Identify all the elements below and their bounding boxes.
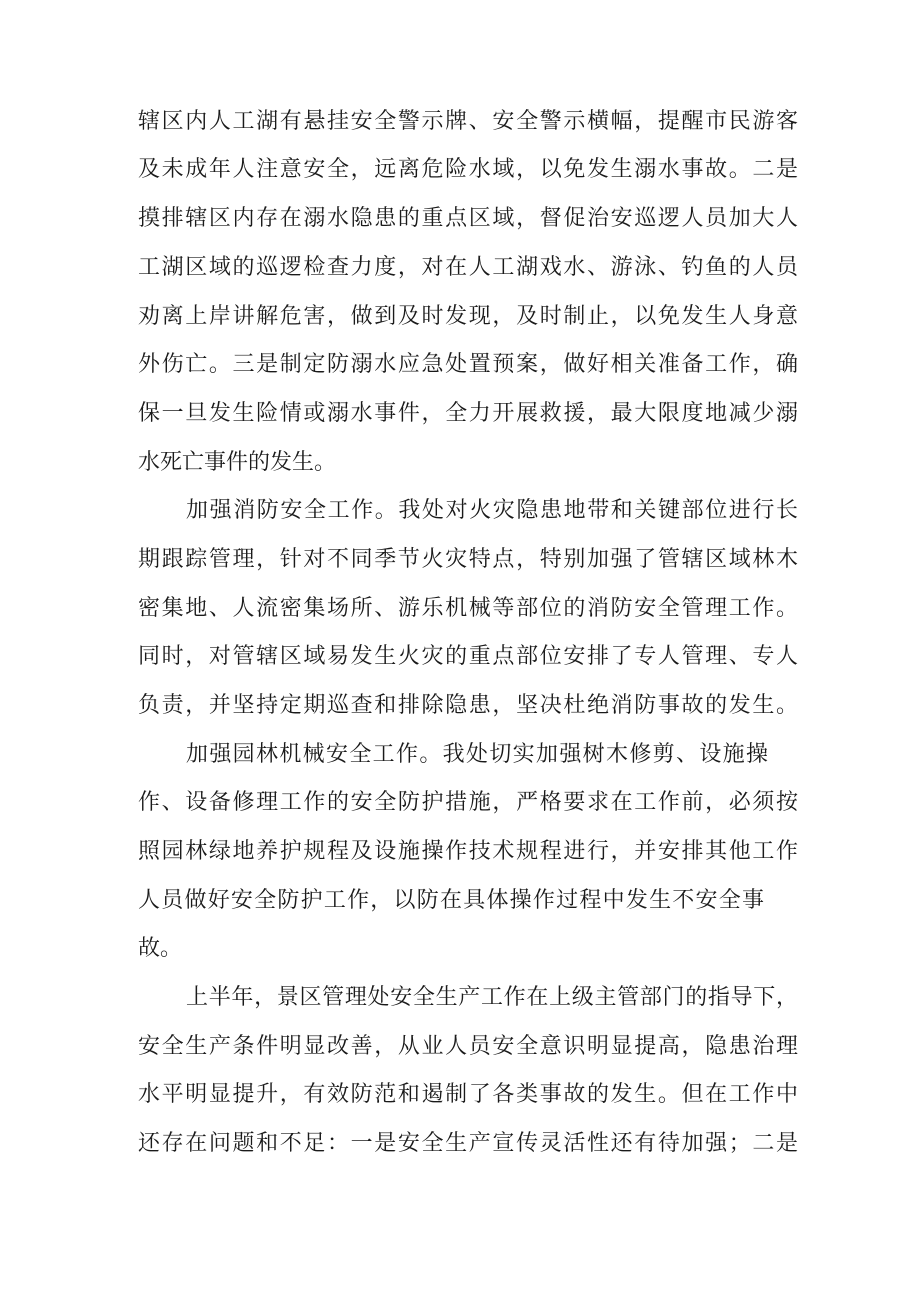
text-line: 辖区内人工湖有悬挂安全警示牌、安全警示横幅，提醒市民游客: [138, 109, 798, 134]
text-line: 期跟踪管理，针对不同季节火灾特点，特别加强了管辖区域林木: [138, 547, 798, 572]
paragraph-first-line: 上半年，景区管理处安全生产工作在上级主管部门的指导下，: [186, 985, 798, 1010]
text-line: 密集地、人流密集场所、游乐机械等部位的消防安全管理工作。: [138, 596, 798, 621]
text-line: 故。: [138, 936, 183, 961]
text-line: 同时，对管辖区域易发生火灾的重点部位安排了专人管理、专人: [138, 644, 798, 669]
text-line: 工湖区域的巡逻检查力度，对在人工湖戏水、游泳、钓鱼的人员: [138, 255, 798, 280]
text-line: 外伤亡。三是制定防溺水应急处置预案，做好相关准备工作，确: [138, 352, 798, 377]
text-line: 安全生产条件明显改善，从业人员安全意识明显提高，隐患治理: [138, 1034, 798, 1059]
text-line: 负责，并坚持定期巡查和排除隐患，坚决杜绝消防事故的发生。: [138, 693, 798, 718]
paragraph-first-line: 加强消防安全工作。我处对火灾隐患地带和关键部位进行长: [186, 498, 798, 523]
text-line: 摸排辖区内存在溺水隐患的重点区域，督促治安巡逻人员加大人: [138, 206, 798, 231]
text-line: 水平明显提升，有效防范和遏制了各类事故的发生。但在工作中: [138, 1082, 798, 1107]
text-line: 及未成年人注意安全，远离危险水域，以免发生溺水事故。二是: [138, 157, 798, 182]
text-line: 人员做好安全防护工作，以防在具体操作过程中发生不安全事: [138, 888, 764, 913]
text-line: 作、设备修理工作的安全防护措施，严格要求在工作前，必须按: [138, 790, 798, 815]
text-line: 劝离上岸讲解危害，做到及时发现，及时制止，以免发生人身意: [138, 304, 798, 329]
text-line: 水死亡事件的发生。: [138, 450, 337, 475]
paragraph-first-line: 加强园林机械安全工作。我处切实加强树木修剪、设施操: [186, 742, 768, 767]
text-line: 照园林绿地养护规程及设施操作技术规程进行，并安排其他工作: [138, 839, 798, 864]
text-line: 还存在问题和不足：一是安全生产宣传灵活性还有待加强；二是: [138, 1131, 798, 1156]
text-line: 保一旦发生险情或溺水事件，全力开展救援，最大限度地减少溺: [138, 401, 798, 426]
